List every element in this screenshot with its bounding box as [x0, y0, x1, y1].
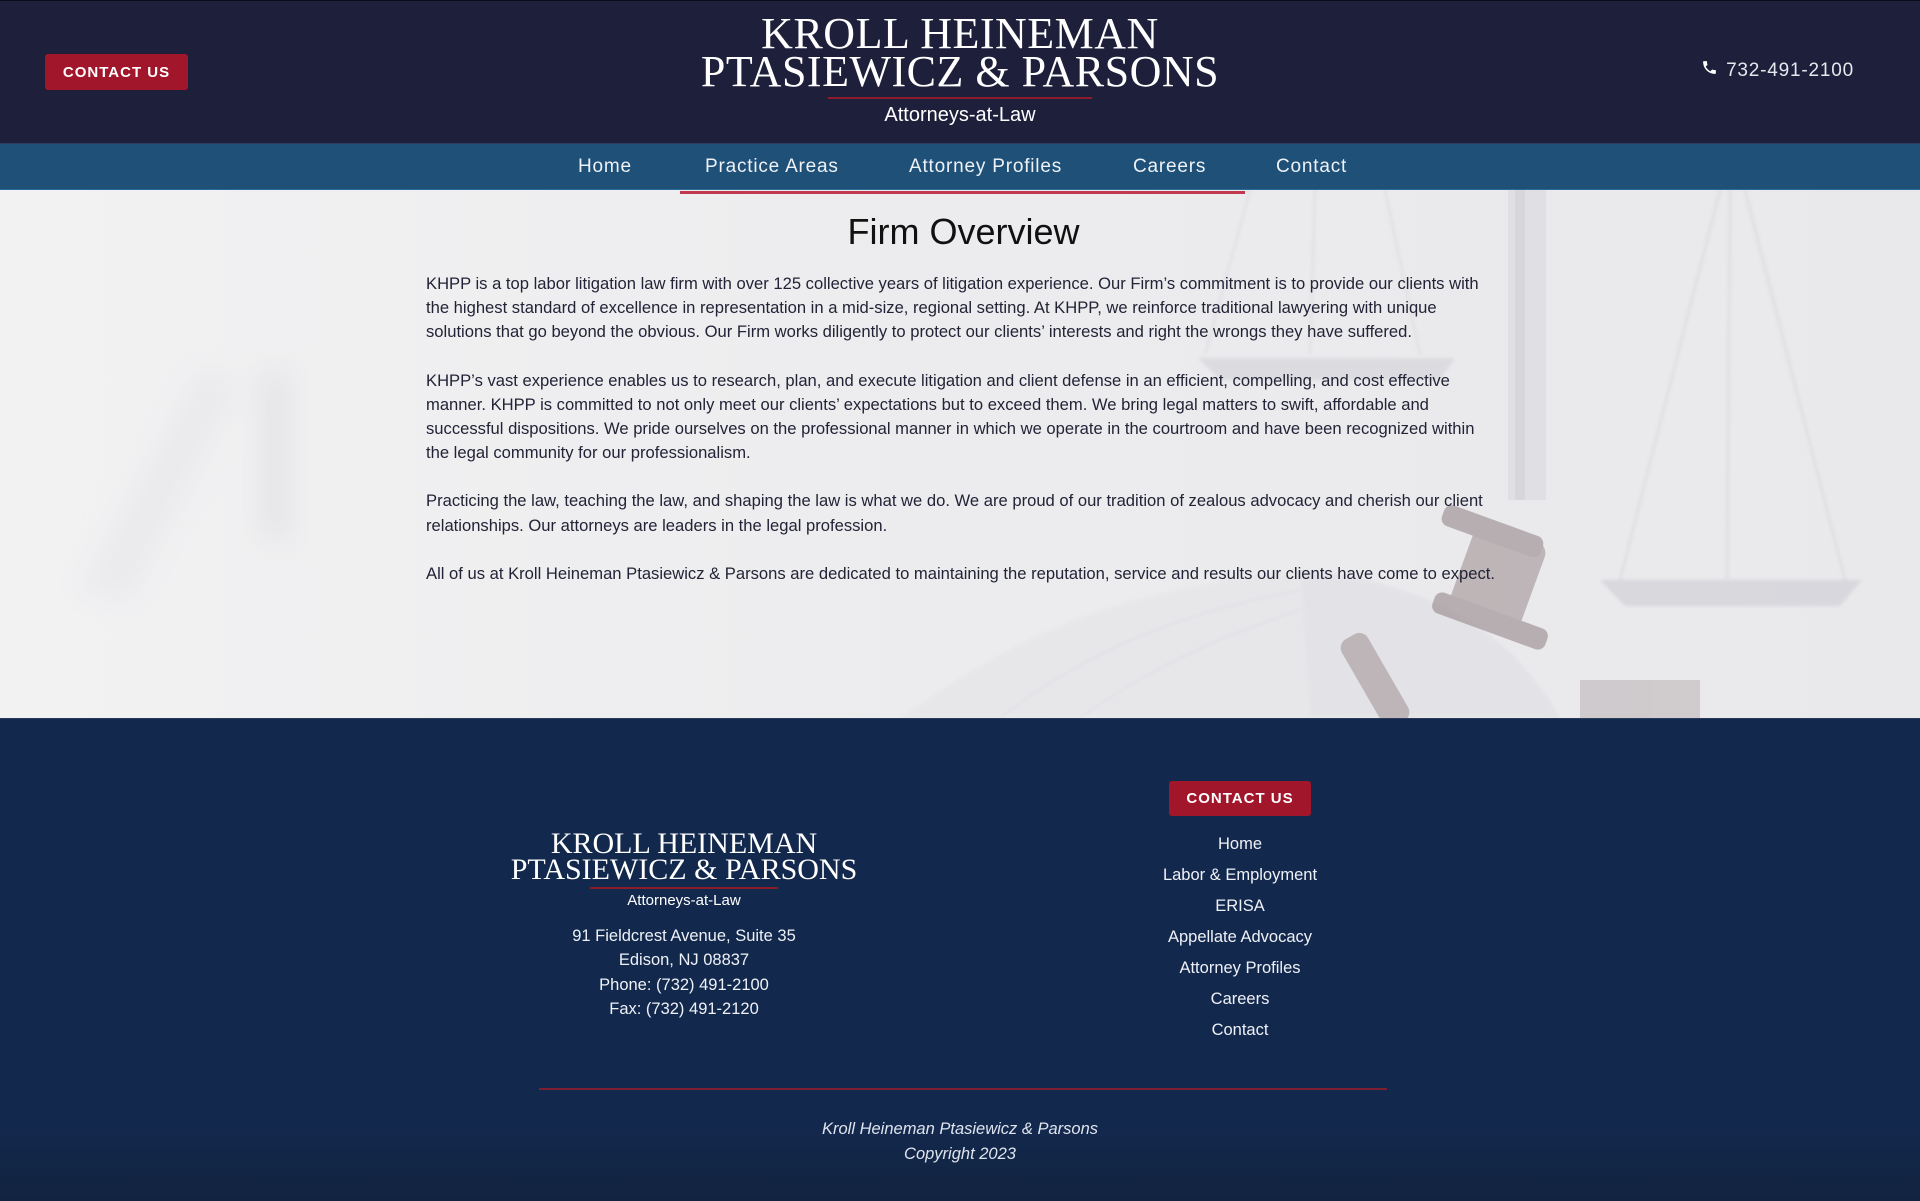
logo-divider	[828, 97, 1092, 99]
nav-item-home[interactable]: Home	[578, 156, 632, 177]
logo-line-1: KROLL HEINEMAN	[761, 9, 1159, 58]
nav-active-underline	[680, 191, 1245, 194]
firm-overview-section	[0, 190, 1920, 718]
footer-contact-us-button[interactable]: CONTACT US	[1169, 781, 1311, 816]
footer-phone[interactable]: Phone: (732) 491-2100	[599, 975, 769, 994]
footer-link-careers[interactable]: Careers	[1210, 990, 1270, 1008]
logo-line-2: PTASIEWICZ & PARSONS	[700, 47, 1220, 96]
footer-firm-logo	[484, 827, 884, 910]
nav-item-attorney-profiles[interactable]: Attorney Profiles	[909, 156, 1062, 177]
nav-item-contact[interactable]: Contact	[1276, 156, 1348, 177]
footer-logo-tagline: Attorneys-at-Law	[627, 892, 741, 909]
footer-fax: Fax: (732) 491-2120	[609, 999, 759, 1018]
firm-logo[interactable]	[660, 9, 1260, 126]
site-footer	[0, 718, 1920, 1201]
overview-paragraph-2: KHPP’s vast experience enables us to research, plan, and execute litigation and client defense in an efficient, compelling, and cost effective manner. KHPP is committed to not only meet our clients’ expectations but to exceed them. We bring legal matters to swift, affordable and successful dispositions. We pride ourselves on the professional manner in which we operate in the courtroom and have been recognized within the legal community for our professionalism.	[426, 370, 1475, 463]
footer-link-erisa[interactable]: ERISA	[1215, 897, 1265, 915]
overview-paragraph-3: Practicing the law, teaching the law, and shaping the law is what we do. We are proud of our tradition of zealous advocacy and cherish our client relationships. Our attorneys are leaders in the legal profession.	[426, 491, 1483, 535]
footer-logo-line-2: PTASIEWICZ & PARSONS	[510, 853, 858, 886]
copyright-firm-name: Kroll Heineman Ptasiewicz & Parsons	[821, 1120, 1099, 1138]
overview-paragraph-1: KHPP is a top labor litigation law firm with over 125 collective years of litigation experience. Our Firm’s commitment is to provide our clients with the highest standard of excellence in representation in a mid-size, regional setting. At KHPP, we reinforce traditional lawyering with unique solutions that go beyond the obvious. Our Firm works diligently to protect our clients’ interests and right the wrongs they have suffered.	[426, 274, 1479, 342]
nav-item-careers[interactable]: Careers	[1133, 156, 1207, 177]
footer-link-appellate-advocacy[interactable]: Appellate Advocacy	[1167, 928, 1312, 946]
footer-link-home[interactable]: Home	[1217, 835, 1262, 853]
copyright-year: Copyright 2023	[904, 1144, 1016, 1163]
header-phone-link[interactable]	[1701, 59, 1854, 82]
footer-street: 91 Fieldcrest Avenue, Suite 35	[572, 927, 796, 945]
overview-content	[426, 210, 1501, 610]
footer-address-block	[484, 924, 884, 1021]
footer-copyright	[0, 1117, 1920, 1166]
header-phone-number: 732-491-2100	[1726, 59, 1854, 81]
phone-icon	[1701, 59, 1718, 82]
overview-paragraph-4: All of us at Kroll Heineman Ptasiewicz & Parsons are dedicated to maintaining the reputation, service and results our clients have come to expect.	[426, 563, 1496, 583]
logo-tagline: Attorneys-at-Law	[884, 104, 1036, 126]
footer-link-contact[interactable]: Contact	[1211, 1021, 1269, 1039]
footer-link-attorney-profiles[interactable]: Attorney Profiles	[1179, 959, 1301, 977]
footer-city: Edison, NJ 08837	[618, 951, 750, 970]
footer-links	[1090, 829, 1390, 1046]
footer-logo-divider	[590, 887, 778, 889]
site-header	[0, 0, 1920, 143]
footer-divider	[539, 1088, 1387, 1090]
footer-logo-line-1: KROLL HEINEMAN	[550, 827, 818, 860]
header-contact-us-button[interactable]: CONTACT US	[45, 54, 188, 90]
nav-item-practice-areas[interactable]: Practice Areas	[705, 156, 839, 177]
main-navigation	[0, 143, 1920, 190]
page-title: Firm Overview	[847, 211, 1080, 252]
nav-list	[0, 144, 1920, 190]
footer-link-labor-employment[interactable]: Labor & Employment	[1162, 866, 1318, 884]
